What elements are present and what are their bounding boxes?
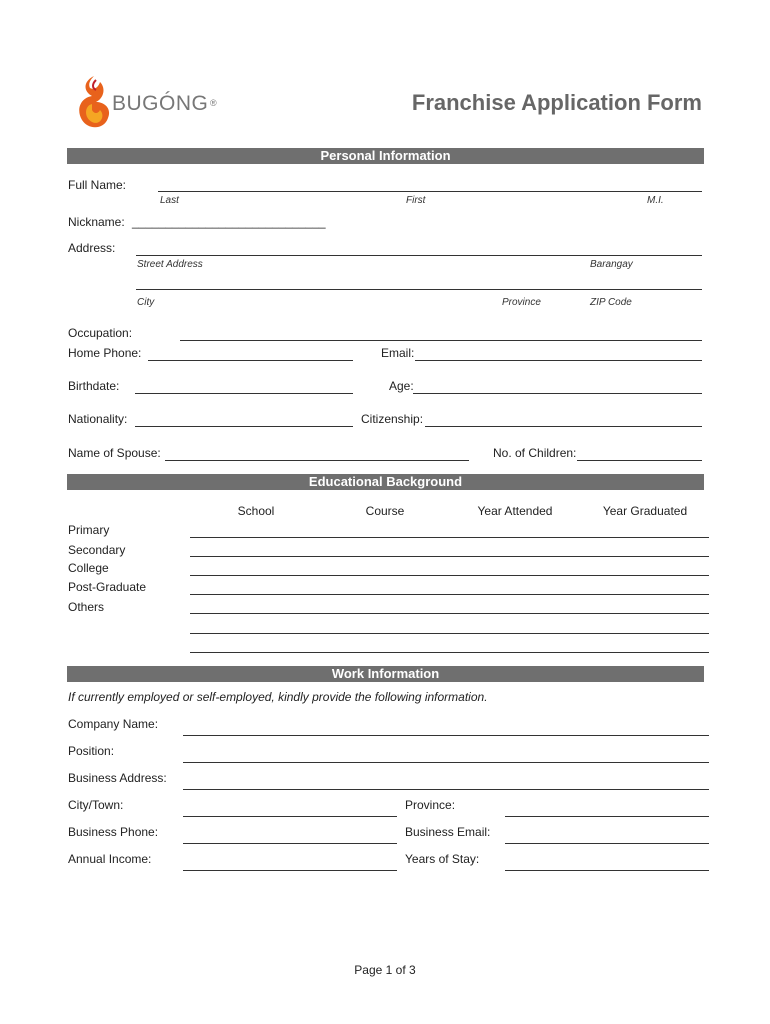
street-address-caption: Street Address (137, 259, 203, 270)
birthdate-label: Birthdate: (68, 379, 120, 393)
nationality-label: Nationality: (68, 412, 128, 426)
barangay-caption: Barangay (590, 259, 633, 270)
birthdate-field[interactable] (135, 393, 353, 394)
years-of-stay-label: Years of Stay: (405, 852, 480, 866)
form-title: Franchise Application Form (411, 90, 702, 115)
street-address-field[interactable] (136, 255, 702, 256)
education-row-line[interactable] (190, 575, 709, 576)
level-secondary: Secondary (68, 543, 126, 557)
work-province-label: Province: (405, 798, 456, 812)
work-note: If currently employed or self-employed, kindly provide the following information. (68, 690, 488, 704)
education-row-line[interactable] (190, 594, 709, 595)
level-post-graduate: Post-Graduate (68, 580, 147, 594)
logo-registered: ® (210, 98, 217, 108)
city-caption: City (137, 297, 155, 308)
education-row-line[interactable] (190, 633, 709, 634)
col-course: Course (365, 504, 405, 518)
col-school: School (237, 504, 275, 518)
last-name-caption: Last (160, 195, 179, 206)
occupation-label: Occupation: (68, 326, 133, 340)
page-number: Page 1 of 3 (354, 963, 416, 977)
email-label: Email: (381, 346, 415, 360)
col-year-attended: Year Attended (477, 504, 553, 518)
spouse-label: Name of Spouse: (68, 446, 161, 460)
occupation-field[interactable] (180, 340, 702, 341)
city-province-zip-field[interactable] (136, 289, 702, 290)
email-field[interactable] (415, 360, 702, 361)
nationality-field[interactable] (135, 426, 353, 427)
company-name-field[interactable] (183, 735, 709, 736)
full-name-label: Full Name: (68, 178, 127, 192)
company-name-label: Company Name: (68, 717, 159, 731)
home-phone-label: Home Phone: (68, 346, 142, 360)
annual-income-label: Annual Income: (68, 852, 152, 866)
position-label: Position: (68, 744, 115, 758)
education-row-line[interactable] (190, 556, 709, 557)
education-row-line[interactable] (190, 537, 709, 538)
children-field[interactable] (577, 460, 702, 461)
education-row-line[interactable] (190, 652, 709, 653)
spouse-field[interactable] (165, 460, 469, 461)
business-email-label: Business Email: (405, 825, 491, 839)
city-town-label: City/Town: (68, 798, 124, 812)
business-address-label: Business Address: (68, 771, 167, 785)
section-personal-information: Personal Information (67, 148, 704, 164)
education-row-line[interactable] (190, 613, 709, 614)
level-others: Others (68, 600, 105, 614)
age-field[interactable] (413, 393, 702, 394)
zip-code-caption: ZIP Code (590, 297, 632, 308)
home-phone-field[interactable] (148, 360, 353, 361)
business-email-field[interactable] (505, 843, 709, 844)
middle-initial-caption: M.I. (647, 195, 664, 206)
logo-text: BUGÓNG (112, 92, 209, 115)
first-name-caption: First (406, 195, 426, 206)
section-educational-background: Educational Background (67, 474, 704, 490)
work-province-field[interactable] (505, 816, 709, 817)
level-college: College (68, 561, 109, 575)
children-label: No. of Children: (493, 446, 577, 460)
nickname-field[interactable]: _____________________________ (132, 215, 326, 229)
level-primary: Primary (68, 523, 110, 537)
col-year-graduated: Year Graduated (602, 504, 688, 518)
years-of-stay-field[interactable] (505, 870, 709, 871)
business-phone-field[interactable] (183, 843, 397, 844)
nickname-label: Nickname: (68, 215, 125, 229)
province-caption: Province (502, 297, 541, 308)
citizenship-field[interactable] (425, 426, 702, 427)
flame-logo-icon (74, 74, 114, 132)
section-work-information: Work Information (67, 666, 704, 682)
age-label: Age: (389, 379, 414, 393)
citizenship-label: Citizenship: (361, 412, 424, 426)
address-label: Address: (68, 241, 116, 255)
business-address-field[interactable] (183, 789, 709, 790)
full-name-field[interactable] (158, 191, 702, 192)
business-phone-label: Business Phone: (68, 825, 159, 839)
city-town-field[interactable] (183, 816, 397, 817)
position-field[interactable] (183, 762, 709, 763)
logo (74, 74, 224, 132)
annual-income-field[interactable] (183, 870, 397, 871)
